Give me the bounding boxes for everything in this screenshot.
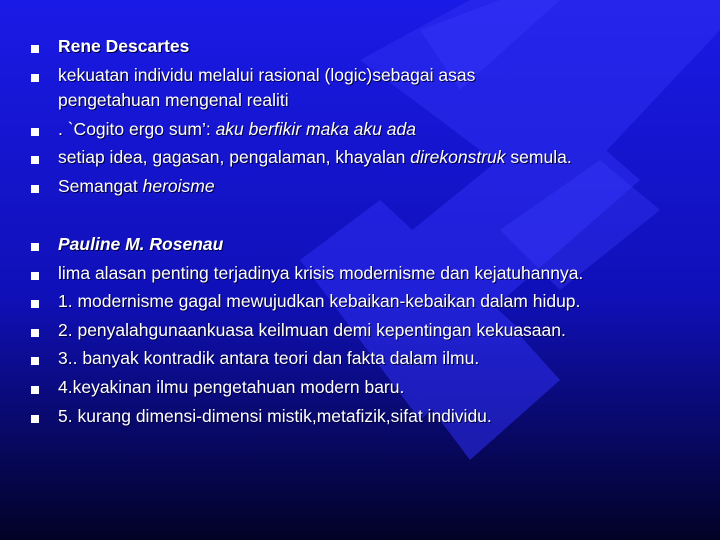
descartes-heading: Rene Descartes — [58, 36, 190, 56]
idea-italic: direkonstruk — [410, 147, 506, 167]
bullet-icon — [31, 185, 39, 193]
rosenau-item: 4.keyakinan ilmu pengetahuan modern baru. — [58, 377, 405, 397]
cogito-line — [58, 118, 416, 140]
cogito-prefix: . `Cogito ergo sum’: — [58, 119, 216, 139]
list-item — [0, 405, 720, 435]
bullet-icon — [31, 243, 39, 251]
list-item — [0, 347, 720, 377]
semangat-prefix: Semangat — [58, 176, 143, 196]
bullet-icon — [31, 415, 39, 423]
descartes-item-line2: pengetahuan mengenal realiti — [58, 90, 289, 110]
semangat-line — [58, 175, 215, 197]
list-item-continuation — [0, 89, 720, 119]
bullet-icon — [31, 357, 39, 365]
idea-prefix: setiap idea, gagasan, pengalaman, khayalan — [58, 147, 411, 167]
rosenau-item: 2. penyalahgunaankuasa keilmuan demi kepentingan kekuasaan. — [58, 320, 566, 340]
list-item — [0, 118, 720, 148]
list-item — [0, 233, 720, 263]
rosenau-heading: Pauline M. Rosenau — [58, 234, 224, 254]
bullet-icon — [31, 386, 39, 394]
list-item — [0, 376, 720, 406]
list-item — [0, 175, 720, 205]
bullet-icon — [31, 272, 39, 280]
bullet-icon — [31, 300, 39, 308]
bullet-icon — [31, 45, 39, 53]
rosenau-item: lima alasan penting terjadinya krisis modernisme dan kejatuhannya. — [58, 263, 584, 283]
list-item — [0, 146, 720, 176]
semangat-italic: heroisme — [142, 176, 215, 196]
rosenau-item: 5. kurang dimensi-dimensi mistik,metafizik,sifat individu. — [58, 406, 492, 426]
idea-line — [58, 146, 572, 168]
bullet-icon — [31, 156, 39, 164]
list-item — [0, 262, 720, 292]
bullet-icon — [31, 329, 39, 337]
bullet-icon — [31, 74, 39, 82]
bullet-icon — [31, 128, 39, 136]
rosenau-item: 3.. banyak kontradik antara teori dan fakta dalam ilmu. — [58, 348, 480, 368]
descartes-item-line1: kekuatan individu melalui rasional (logic)sebagai asas — [58, 65, 476, 85]
cogito-italic: aku berfikir maka aku ada — [215, 119, 416, 139]
list-item — [0, 319, 720, 349]
idea-suffix: semula. — [505, 147, 572, 167]
rosenau-item: 1. modernisme gagal mewujudkan kebaikan-kebaikan dalam hidup. — [58, 291, 581, 311]
list-item — [0, 290, 720, 320]
list-item — [0, 35, 720, 65]
